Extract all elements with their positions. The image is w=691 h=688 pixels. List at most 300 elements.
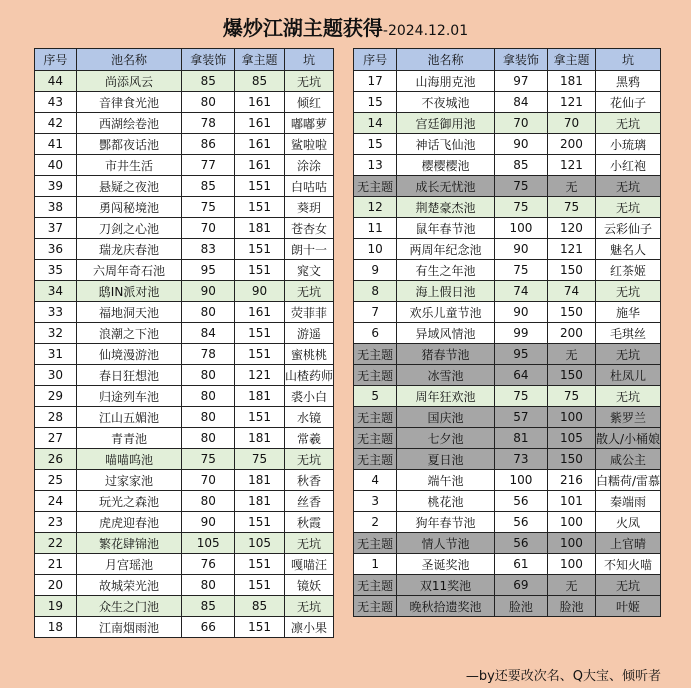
cell-pool-name: 两周年纪念池 [397, 239, 494, 260]
cell-decor: 90 [182, 512, 235, 533]
cell-decor: 85 [182, 71, 235, 92]
cell-decor: 70 [182, 218, 235, 239]
table-row [354, 260, 661, 281]
cell-pit: 镜妖 [284, 575, 333, 596]
cell-decor: 75 [494, 386, 547, 407]
cell-decor: 80 [182, 575, 235, 596]
cell-pit: 无坑 [595, 344, 660, 365]
cell-theme: 181 [235, 386, 285, 407]
table-row [35, 533, 334, 554]
cell-pool-name: 悬疑之夜池 [76, 176, 182, 197]
cell-index: 19 [35, 596, 77, 617]
cell-pool-name: 江山五媚池 [76, 407, 182, 428]
cell-theme: 121 [235, 365, 285, 386]
cell-decor: 86 [182, 134, 235, 155]
table-row [35, 260, 334, 281]
cell-pit: 叶姬 [595, 596, 660, 617]
table-row [35, 134, 334, 155]
header-theme: 拿主题 [548, 49, 596, 71]
cell-pit: 无坑 [284, 281, 333, 302]
cell-decor: 70 [494, 113, 547, 134]
cell-theme: 100 [548, 407, 596, 428]
cell-pool-name: 仙境漫游池 [76, 344, 182, 365]
cell-index: 10 [354, 239, 397, 260]
cell-pool-name: 归途列车池 [76, 386, 182, 407]
cell-pool-name: 市井生活 [76, 155, 182, 176]
table-row [354, 344, 661, 365]
table-row [354, 365, 661, 386]
cell-pool-name: 周年狂欢池 [397, 386, 494, 407]
cell-pool-name: 福地洞天池 [76, 302, 182, 323]
table-row [35, 470, 334, 491]
cell-theme: 200 [548, 134, 596, 155]
table-row [35, 176, 334, 197]
cell-index: 6 [354, 323, 397, 344]
cell-pool-name: 圣诞奖池 [397, 554, 494, 575]
cell-decor: 75 [494, 260, 547, 281]
table-row [354, 386, 661, 407]
header-theme: 拿主题 [235, 49, 285, 71]
cell-theme: 181 [235, 428, 285, 449]
cell-index: 42 [35, 113, 77, 134]
title-date: -2024.12.01 [382, 23, 469, 39]
cell-decor: 75 [494, 176, 547, 197]
table-row [354, 428, 661, 449]
cell-index: 33 [35, 302, 77, 323]
cell-pit: 火凤 [595, 512, 660, 533]
cell-decor: 56 [494, 533, 547, 554]
cell-pit: 裘小白 [284, 386, 333, 407]
cell-pit: 秋霞 [284, 512, 333, 533]
table-row [35, 407, 334, 428]
cell-theme: 100 [548, 512, 596, 533]
table-row [35, 155, 334, 176]
header-pool-name: 池名称 [397, 49, 494, 71]
cell-index: 无主题 [354, 407, 397, 428]
header-pit: 坑 [284, 49, 333, 71]
cell-pool-name: 音律食光池 [76, 92, 182, 113]
cell-pit: 施华 [595, 302, 660, 323]
cell-pool-name: 七夕池 [397, 428, 494, 449]
cell-index: 5 [354, 386, 397, 407]
cell-decor: 85 [182, 176, 235, 197]
table-row [35, 239, 334, 260]
table-row [354, 596, 661, 617]
cell-pit: 无坑 [595, 113, 660, 134]
cell-theme: 151 [235, 197, 285, 218]
cell-theme: 90 [235, 281, 285, 302]
table-row [35, 197, 334, 218]
cell-index: 34 [35, 281, 77, 302]
table-row [354, 134, 661, 155]
cell-pit: 杜凤儿 [595, 365, 660, 386]
cell-pool-name: 勇闯秘境池 [76, 197, 182, 218]
cell-decor: 80 [182, 407, 235, 428]
cell-pit: 黑鸦 [595, 71, 660, 92]
cell-pit: 荧菲菲 [284, 302, 333, 323]
cell-index: 27 [35, 428, 77, 449]
table-row [354, 575, 661, 596]
table-row [354, 239, 661, 260]
cell-index: 29 [35, 386, 77, 407]
left-pool-table [34, 48, 334, 638]
cell-decor: 57 [494, 407, 547, 428]
cell-pool-name: 酆都夜话池 [76, 134, 182, 155]
cell-pit: 小红袍 [595, 155, 660, 176]
cell-pool-name: 有生之年池 [397, 260, 494, 281]
cell-pit: 紫罗兰 [595, 407, 660, 428]
cell-pool-name: 樱樱樱池 [397, 155, 494, 176]
table-row [354, 281, 661, 302]
table-row [35, 554, 334, 575]
cell-index: 43 [35, 92, 77, 113]
header-index: 序号 [35, 49, 77, 71]
cell-pool-name: 夏日池 [397, 449, 494, 470]
credits-byline: —by还要改次名、Q大宝、倾听者 [465, 669, 661, 684]
cell-pool-name: 异域风情池 [397, 323, 494, 344]
cell-theme: 181 [548, 71, 596, 92]
cell-index: 无主题 [354, 533, 397, 554]
cell-theme: 70 [548, 113, 596, 134]
cell-pool-name: 春日狂想池 [76, 365, 182, 386]
cell-theme: 121 [548, 239, 596, 260]
cell-decor: 80 [182, 302, 235, 323]
table-row [35, 323, 334, 344]
cell-decor: 90 [494, 239, 547, 260]
cell-decor: 85 [494, 155, 547, 176]
cell-decor: 75 [494, 197, 547, 218]
cell-pool-name: 青青池 [76, 428, 182, 449]
cell-index: 无主题 [354, 428, 397, 449]
table-row [35, 428, 334, 449]
header-index: 序号 [354, 49, 397, 71]
cell-decor: 100 [494, 470, 547, 491]
cell-decor: 66 [182, 617, 235, 638]
cell-pit: 丝香 [284, 491, 333, 512]
cell-pool-name: 虎虎迎春池 [76, 512, 182, 533]
cell-index: 12 [354, 197, 397, 218]
cell-theme: 150 [548, 365, 596, 386]
cell-pool-name: 山海朋克池 [397, 71, 494, 92]
cell-index: 无主题 [354, 596, 397, 617]
cell-pit: 不知火喵 [595, 554, 660, 575]
cell-index: 26 [35, 449, 77, 470]
cell-pit: 无坑 [284, 71, 333, 92]
cell-index: 40 [35, 155, 77, 176]
cell-pool-name: 桃花池 [397, 491, 494, 512]
cell-pit: 咸公主 [595, 449, 660, 470]
cell-pit: 蜜桃桃 [284, 344, 333, 365]
cell-pool-name: 繁花肆锦池 [76, 533, 182, 554]
cell-theme: 无 [548, 344, 596, 365]
cell-index: 28 [35, 407, 77, 428]
cell-pit: 凛小果 [284, 617, 333, 638]
table-row [354, 113, 661, 134]
cell-index: 无主题 [354, 344, 397, 365]
cell-index: 31 [35, 344, 77, 365]
cell-pool-name: 成长无忧池 [397, 176, 494, 197]
header-pool-name: 池名称 [76, 49, 182, 71]
cell-decor: 99 [494, 323, 547, 344]
cell-index: 11 [354, 218, 397, 239]
table-row [35, 344, 334, 365]
cell-decor: 95 [494, 344, 547, 365]
cell-decor: 80 [182, 92, 235, 113]
cell-theme: 200 [548, 323, 596, 344]
cell-pool-name: 海上假日池 [397, 281, 494, 302]
cell-pit: 鲨啦啦 [284, 134, 333, 155]
cell-pool-name: 神话飞仙池 [397, 134, 494, 155]
cell-theme: 无 [548, 176, 596, 197]
cell-decor: 77 [182, 155, 235, 176]
cell-index: 15 [354, 134, 397, 155]
cell-pit: 红茶姬 [595, 260, 660, 281]
cell-pool-name: 鸱IN派对池 [76, 281, 182, 302]
cell-pool-name: 刀剑之心池 [76, 218, 182, 239]
table-row [354, 302, 661, 323]
cell-pool-name: 过家家池 [76, 470, 182, 491]
cell-theme: 100 [548, 554, 596, 575]
cell-theme: 105 [548, 428, 596, 449]
cell-pool-name: 狗年春节池 [397, 512, 494, 533]
cell-theme: 181 [235, 470, 285, 491]
cell-theme: 161 [235, 302, 285, 323]
table-row [35, 386, 334, 407]
cell-decor: 70 [182, 470, 235, 491]
cell-pit: 秦端雨 [595, 491, 660, 512]
cell-theme: 脸池 [548, 596, 596, 617]
cell-decor: 脸池 [494, 596, 547, 617]
cell-pool-name: 欢乐儿童节池 [397, 302, 494, 323]
cell-index: 8 [354, 281, 397, 302]
cell-pool-name: 故城荣光池 [76, 575, 182, 596]
cell-decor: 74 [494, 281, 547, 302]
cell-decor: 105 [182, 533, 235, 554]
right-table-body [354, 71, 661, 617]
cell-decor: 56 [494, 491, 547, 512]
cell-decor: 69 [494, 575, 547, 596]
cell-theme: 150 [548, 260, 596, 281]
cell-pit: 苍杏女 [284, 218, 333, 239]
cell-index: 18 [35, 617, 77, 638]
cell-index: 4 [354, 470, 397, 491]
cell-decor: 97 [494, 71, 547, 92]
table-row [35, 449, 334, 470]
cell-pool-name: 浪潮之下池 [76, 323, 182, 344]
header-row [354, 49, 661, 71]
cell-theme: 101 [548, 491, 596, 512]
cell-decor: 56 [494, 512, 547, 533]
table-row [354, 554, 661, 575]
cell-pool-name: 六周年奇石池 [76, 260, 182, 281]
table-row [354, 491, 661, 512]
left-table-body [35, 71, 334, 638]
table-row [354, 92, 661, 113]
table-row [35, 71, 334, 92]
cell-decor: 84 [494, 92, 547, 113]
cell-index: 13 [354, 155, 397, 176]
cell-theme: 151 [235, 239, 285, 260]
cell-index: 17 [354, 71, 397, 92]
cell-pit: 白糯荷/雷慕 [595, 470, 660, 491]
table-row [354, 155, 661, 176]
table-row [35, 491, 334, 512]
cell-pit: 葵玥 [284, 197, 333, 218]
cell-decor: 81 [494, 428, 547, 449]
cell-theme: 181 [235, 218, 285, 239]
cell-index: 无主题 [354, 575, 397, 596]
table-row [354, 197, 661, 218]
table-row [354, 323, 661, 344]
cell-decor: 100 [494, 218, 547, 239]
cell-decor: 76 [182, 554, 235, 575]
cell-theme: 151 [235, 260, 285, 281]
table-row [354, 176, 661, 197]
header-decor: 拿装饰 [494, 49, 547, 71]
cell-pit: 无坑 [284, 596, 333, 617]
cell-index: 14 [354, 113, 397, 134]
cell-pit: 云彩仙子 [595, 218, 660, 239]
table-row [354, 407, 661, 428]
cell-pit: 嘟嘟萝 [284, 113, 333, 134]
cell-decor: 80 [182, 428, 235, 449]
cell-decor: 90 [494, 302, 547, 323]
cell-decor: 75 [182, 449, 235, 470]
cell-pit: 涂涂 [284, 155, 333, 176]
table-row [354, 512, 661, 533]
cell-pool-name: 玩光之森池 [76, 491, 182, 512]
cell-decor: 75 [182, 197, 235, 218]
cell-pool-name: 双11奖池 [397, 575, 494, 596]
cell-index: 15 [354, 92, 397, 113]
cell-theme: 105 [235, 533, 285, 554]
header-decor: 拿装饰 [182, 49, 235, 71]
cell-theme: 161 [235, 92, 285, 113]
cell-index: 2 [354, 512, 397, 533]
cell-pit: 无坑 [595, 281, 660, 302]
table-row [35, 575, 334, 596]
cell-theme: 161 [235, 113, 285, 134]
cell-pool-name: 江南烟雨池 [76, 617, 182, 638]
title-main: 爆炒江湖主题获得 [222, 16, 383, 40]
cell-pool-name: 端午池 [397, 470, 494, 491]
cell-index: 9 [354, 260, 397, 281]
cell-index: 21 [35, 554, 77, 575]
cell-pit: 无坑 [284, 449, 333, 470]
cell-theme: 120 [548, 218, 596, 239]
cell-index: 无主题 [354, 365, 397, 386]
cell-pit: 无坑 [595, 575, 660, 596]
cell-theme: 151 [235, 575, 285, 596]
cell-pool-name: 晚秋拾遗奖池 [397, 596, 494, 617]
table-row [35, 281, 334, 302]
cell-index: 37 [35, 218, 77, 239]
cell-index: 38 [35, 197, 77, 218]
cell-pool-name: 瑞龙庆春池 [76, 239, 182, 260]
cell-index: 20 [35, 575, 77, 596]
cell-pit: 散人/小桶娘 [595, 428, 660, 449]
cell-theme: 151 [235, 407, 285, 428]
cell-decor: 85 [182, 596, 235, 617]
cell-pit: 常羲 [284, 428, 333, 449]
cell-theme: 151 [235, 344, 285, 365]
cell-pit: 秋香 [284, 470, 333, 491]
table-row [354, 470, 661, 491]
table-row [35, 596, 334, 617]
cell-pool-name: 猪春节池 [397, 344, 494, 365]
cell-theme: 161 [235, 155, 285, 176]
table-row [35, 92, 334, 113]
cell-decor: 90 [494, 134, 547, 155]
cell-pool-name: 宫廷御用池 [397, 113, 494, 134]
cell-theme: 121 [548, 92, 596, 113]
cell-theme: 85 [235, 71, 285, 92]
cell-pit: 毛琪丝 [595, 323, 660, 344]
right-pool-table [353, 48, 661, 617]
table-row [35, 512, 334, 533]
cell-pit: 魅名人 [595, 239, 660, 260]
cell-pool-name: 鼠年春节池 [397, 218, 494, 239]
cell-theme: 75 [235, 449, 285, 470]
table-row [35, 113, 334, 134]
cell-pit: 游遥 [284, 323, 333, 344]
cell-decor: 80 [182, 386, 235, 407]
header-pit: 坑 [595, 49, 660, 71]
cell-decor: 80 [182, 365, 235, 386]
cell-pit: 无坑 [595, 386, 660, 407]
cell-theme: 121 [548, 155, 596, 176]
cell-theme: 151 [235, 617, 285, 638]
cell-decor: 90 [182, 281, 235, 302]
table-row [354, 533, 661, 554]
cell-theme: 75 [548, 197, 596, 218]
cell-pit: 倾红 [284, 92, 333, 113]
cell-decor: 73 [494, 449, 547, 470]
table-row [354, 71, 661, 92]
page-title [0, 12, 691, 41]
cell-pool-name: 西湖绘卷池 [76, 113, 182, 134]
cell-pit: 朗十一 [284, 239, 333, 260]
cell-pool-name: 冰雪池 [397, 365, 494, 386]
table-row [35, 365, 334, 386]
cell-theme: 150 [548, 449, 596, 470]
cell-pool-name: 众生之门池 [76, 596, 182, 617]
cell-theme: 100 [548, 533, 596, 554]
cell-index: 44 [35, 71, 77, 92]
cell-theme: 216 [548, 470, 596, 491]
cell-pool-name: 国庆池 [397, 407, 494, 428]
cell-theme: 181 [235, 491, 285, 512]
cell-index: 22 [35, 533, 77, 554]
cell-index: 35 [35, 260, 77, 281]
cell-pool-name: 尚添风云 [76, 71, 182, 92]
cell-index: 1 [354, 554, 397, 575]
cell-pool-name: 月宫瑶池 [76, 554, 182, 575]
cell-index: 25 [35, 470, 77, 491]
cell-pit: 水镜 [284, 407, 333, 428]
cell-decor: 83 [182, 239, 235, 260]
cell-decor: 78 [182, 113, 235, 134]
cell-decor: 84 [182, 323, 235, 344]
cell-decor: 80 [182, 491, 235, 512]
cell-theme: 161 [235, 134, 285, 155]
cell-pool-name: 喵喵呜池 [76, 449, 182, 470]
table-row [35, 218, 334, 239]
cell-pit: 小琉璃 [595, 134, 660, 155]
cell-decor: 78 [182, 344, 235, 365]
cell-theme: 151 [235, 554, 285, 575]
cell-theme: 150 [548, 302, 596, 323]
